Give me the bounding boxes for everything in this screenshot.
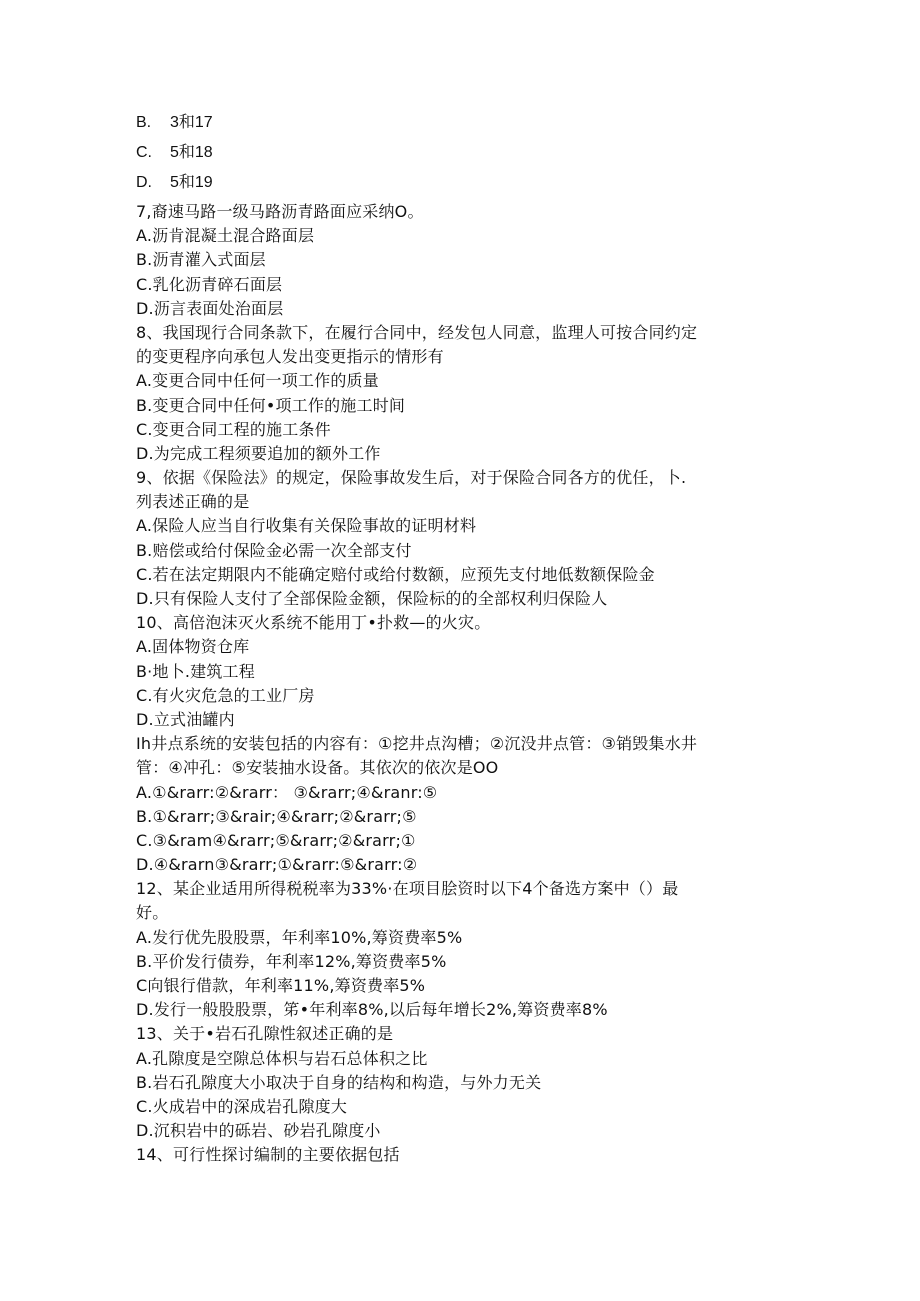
answer-line: C.乳化沥青碎石面层 xyxy=(136,274,283,294)
question-7: 7,裔速马路一级马路沥青路面应采纳O。 xyxy=(136,202,424,221)
question-14: 14、可行性探讨编制的主要依据包括 xyxy=(136,1145,400,1165)
answer-line: B.沥青灌入式面层 xyxy=(136,250,266,270)
answer-line: A.沥肯混凝土混合路面层 xyxy=(136,226,315,246)
answer-line: B.赔偿或给付保险金必需一次全部支付 xyxy=(136,540,412,560)
answer-line: C.火成岩中的深成岩孔隙度大 xyxy=(136,1096,348,1116)
question-13: 13、关于•岩石孔隙性叙述正确的是 xyxy=(136,1024,394,1044)
document-content xyxy=(136,108,786,1168)
question-12-continued: 好。 xyxy=(136,903,169,923)
answer-line: A.孔隙度是空隙总体枳与岩石总体积之比 xyxy=(136,1048,428,1068)
option-text: 5和19 xyxy=(170,174,213,191)
question-11-continued: 管：④冲孔：⑤安装抽水设备。其依次的依次是OO xyxy=(136,758,499,778)
question-9-continued: 列表述正确的是 xyxy=(136,492,250,512)
answer-line: A.发行优先股股票，年利率10%,筹资费率5% xyxy=(136,927,463,947)
question-11: Ih井点系统的安装包括的内容有：①挖井点沟槽；②沉没井点管：③销毁集水井 xyxy=(136,734,698,754)
answer-line: B.平价发行债券，年利率12%,筹资费率5% xyxy=(136,951,447,971)
answer-line: C.③&ram④&rarr;⑤&rarr;②&rarr;① xyxy=(136,830,416,850)
option-letter: B. xyxy=(136,114,152,131)
option-letter: C. xyxy=(136,144,152,161)
answer-line: B.变更合同中任何•项工作的施工时间 xyxy=(136,395,406,415)
answer-line: A.保险人应当自行收集有关保险事故的证明材料 xyxy=(136,516,477,536)
answer-line: C.变更合同工程的施工条件 xyxy=(136,419,331,439)
answer-line: D.发行一般股股票，笫•年利率8%,以后每年增长2%,筹资费率8% xyxy=(136,1000,608,1020)
question-8: 8、我国现行合同条款下，在履行合同中，经发包人同意，监理人可按合同约定 xyxy=(136,322,698,342)
question-9: 9、依据《保险法》的规定，保险事故发生后，对于保险合同各方的优任，卜. xyxy=(136,468,687,488)
answer-line: B.岩石孔隙度大小取决于自身的结构和构造，与外力无关 xyxy=(136,1072,542,1092)
answer-line: D.沥言表面处治面层 xyxy=(136,298,284,318)
answer-line: D.为完成工程须要追加的额外工作 xyxy=(136,443,381,463)
option-text: 5和18 xyxy=(170,144,213,161)
answer-line: A.①&rarr:②&rarr： ③&rarr;④&ranr:⑤ xyxy=(136,782,438,802)
question-10: 10、高倍泡沫灭火系统不能用丁•扑救—的火灾。 xyxy=(136,613,491,633)
answer-line: A.变更合同中任何一项工作的质量 xyxy=(136,371,379,391)
option-b xyxy=(136,108,786,138)
answer-line: A.固体物资仓库 xyxy=(136,637,250,657)
answer-line: B.①&rarr;③&rair;④&rarr;②&rarr;⑤ xyxy=(136,806,417,826)
answer-line: D.沉积岩中的砾岩、砂岩孔隙度小 xyxy=(136,1121,381,1141)
answer-line: D.立式油罐内 xyxy=(136,709,235,729)
option-c xyxy=(136,138,786,168)
option-d xyxy=(136,168,786,198)
question-list xyxy=(136,200,786,1168)
answer-line: B·地卜.建筑工程 xyxy=(136,661,255,681)
answer-line: C.若在法定期限内不能确定赔付或给付数额，应预先支付地低数额保险金 xyxy=(136,564,655,584)
question-12: 12、某企业适用所得税税率为33%·在项目脍资时以下4个备选方案中（）最 xyxy=(136,879,679,899)
answer-line: C.有火灾危急的工业厂房 xyxy=(136,685,315,705)
answer-line: D.④&rarn③&rarr;①&rarr:⑤&rarr:② xyxy=(136,855,418,875)
answer-line: C向银行借款，年利率11%,筹资费率5% xyxy=(136,976,426,995)
option-letter: D. xyxy=(136,174,152,191)
question-8-continued: 的变更程序向承包人发出变更指示的情形有 xyxy=(136,347,444,367)
option-text: 3和17 xyxy=(170,114,213,131)
answer-line: D.只有保险人支付了全部保险金额，保险标的的全部权利归保险人 xyxy=(136,589,608,608)
